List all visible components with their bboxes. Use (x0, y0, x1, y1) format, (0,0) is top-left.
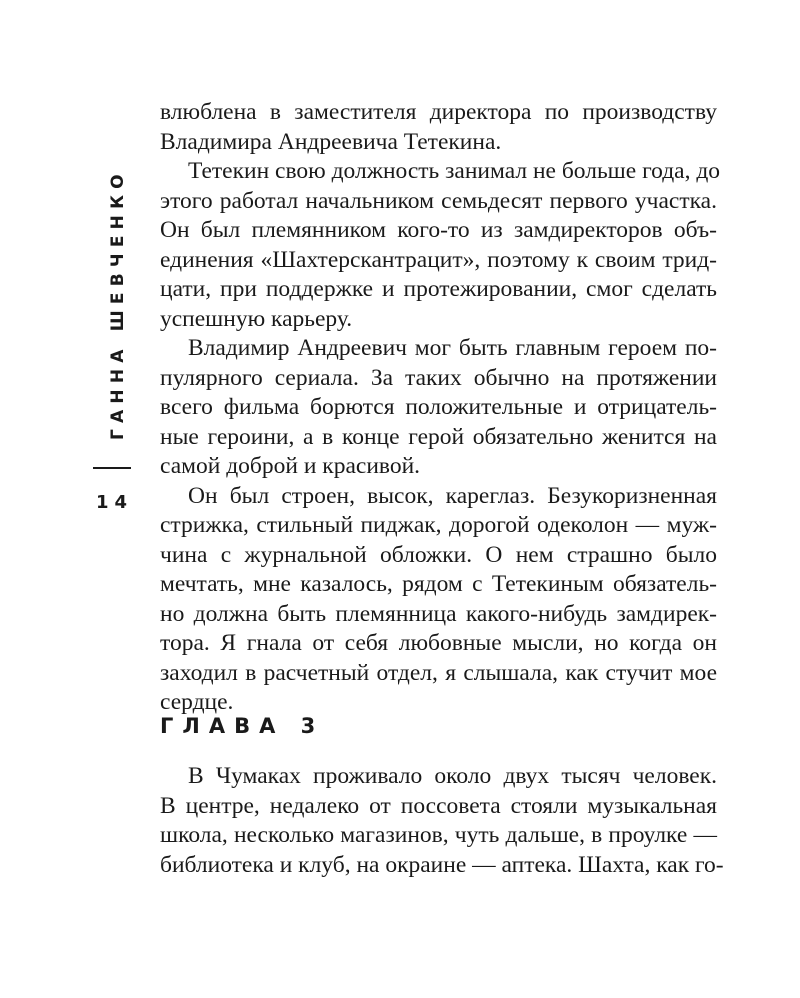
text-line: библиотека и клуб, на окраине — аптека. Шахта, как го- (160, 851, 724, 878)
text-line: самой доброй и красивой. (160, 453, 421, 479)
text-line: влюблена в заместителя директора по производству (160, 99, 717, 125)
text-line: В Чумаках проживало около двух тысяч человек. (188, 763, 717, 789)
text-line: цати, при поддержке и протежировании, смог сделать (160, 276, 717, 302)
chapter-heading: ГЛАВА 3 (160, 714, 325, 738)
paragraph-4 (160, 482, 717, 718)
text-line: В центре, недалеко от поссовета стояли музыкальная (160, 792, 717, 819)
chapter-body-text (160, 762, 724, 880)
page-number: 14 (96, 492, 134, 513)
text-line: сердце. (160, 689, 234, 715)
text-line: Владимира Андреевича Тетекина. (160, 128, 502, 155)
text-line: Тетекин свою должность занимал не больше года, до (188, 158, 721, 184)
text-line: успешную карьеру. (160, 305, 353, 332)
running-head-rule (93, 467, 131, 469)
text-line: всего фильма борются положительные и отрицатель- (160, 394, 717, 420)
text-line: пулярного сериала. За таких обычно на протяжении (160, 364, 717, 391)
text-line: но должна быть племянница какого-нибудь замдирек- (160, 600, 717, 627)
text-line: Он был племянником кого-то из замдиректоров объ- (160, 217, 717, 243)
paragraph-2 (160, 157, 721, 334)
text-line: заходил в расчетный отдел, я слышала, как стучит мое (160, 659, 717, 686)
text-line: этого работал начальником семьдесят первого участка. (160, 187, 717, 214)
chapter-paragraph-1 (160, 762, 724, 880)
paragraph-1 (160, 98, 717, 157)
text-line: чина с журнальной обложки. О нем страшно было (160, 541, 717, 568)
text-line: Владимир Андреевич мог быть главным героем по- (188, 335, 717, 361)
body-text (160, 98, 721, 718)
text-line: единения «Шахтерскантрацит», поэтому к своим трид- (160, 246, 717, 273)
text-line: Он был строен, высок, кареглаз. Безукоризненная (188, 482, 717, 509)
text-line: школа, несколько магазинов, чуть дальше, в проулке — (160, 822, 717, 848)
text-line: мечтать, мне казалось, рядом с Тетекиным обязатель- (160, 571, 717, 597)
text-line: стрижка, стильный пиджак, дорогой одеколон — муж- (160, 512, 717, 538)
text-line: ные героини, а в конце герой обязательно женится на (160, 423, 717, 450)
text-line: тора. Я гнала от себя любовные мысли, но когда он (160, 630, 717, 656)
paragraph-3 (160, 334, 717, 482)
running-head-author: ГАННА ШЕВЧЕНКО (108, 168, 128, 440)
